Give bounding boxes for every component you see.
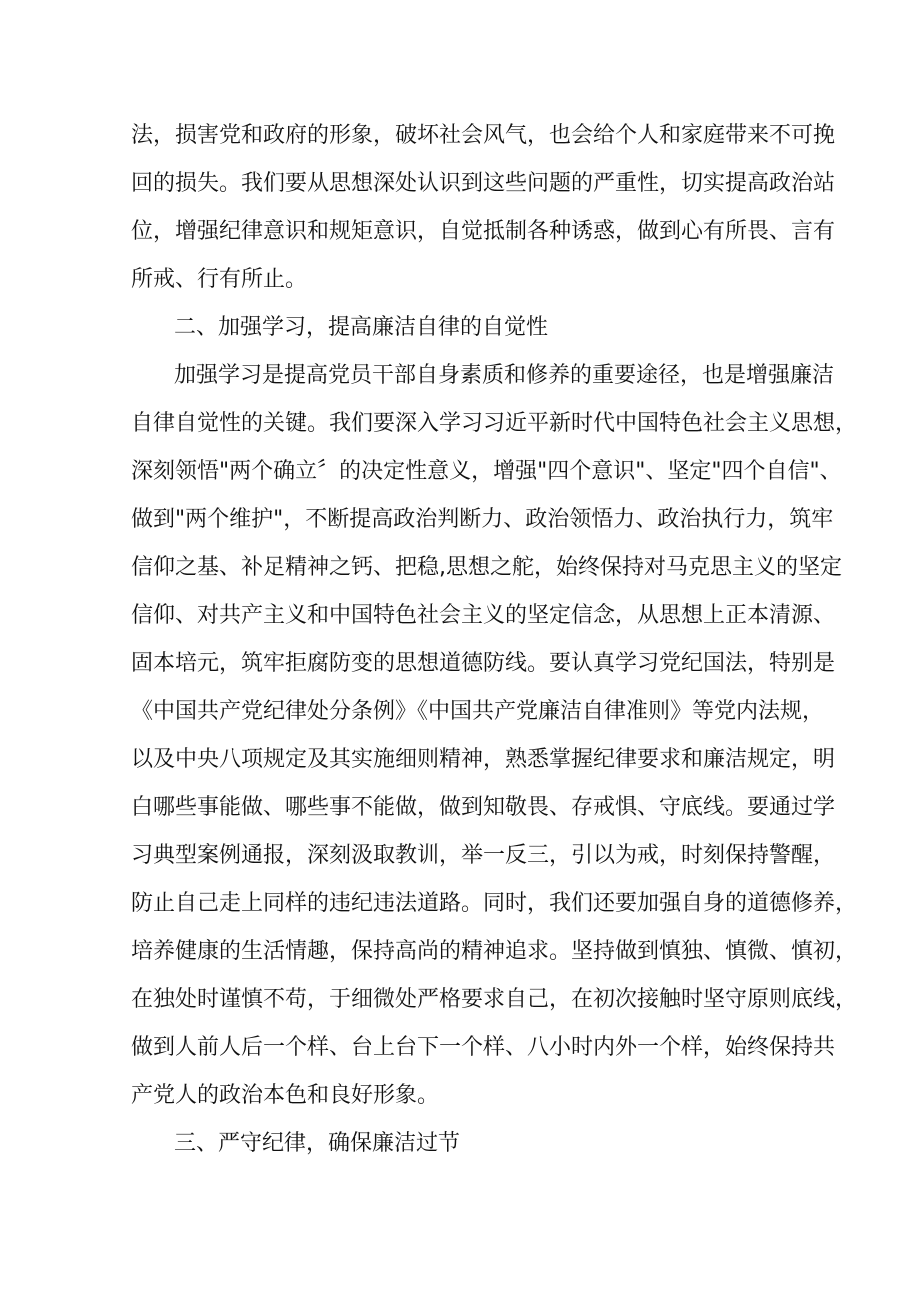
body-text-line: 《中国共产党纪律处分条例》《中国共产党廉洁自律准则》等党内法规， xyxy=(131,699,825,724)
body-text-line: 培养健康的生活情趣，保持高尚的精神追求。坚持做到慎独、慎微、慎初， xyxy=(131,939,858,964)
body-text-line: 固本培元，筑牢拒腐防变的思想道德防线。要认真学习党纪国法，特别是 xyxy=(131,651,836,676)
body-text-line: 信仰、对共产主义和中国特色社会主义的坚定信念，从思想上正本清源、 xyxy=(131,603,836,628)
body-text-line: 深刻领悟"两个确立〞的决定性意义，增强"四个意识"、坚定"四个自信"、 xyxy=(131,459,842,484)
body-text-line: 习典型案例通报，深刻汲取教训，举一反三，引以为戒，时刻保持警醒， xyxy=(131,843,836,868)
body-text-line: 位，增强纪律意识和规矩意识，自觉抵制各种诱惑，做到心有所畏、言有 xyxy=(131,219,836,244)
body-text-line: 在独处时谨慎不苟，于细微处严格要求自己，在初次接触时坚守原则底线， xyxy=(131,987,858,1012)
body-text-line: 做到"两个维护"，不断提高政治判断力、政治领悟力、政治执行力，筑牢 xyxy=(131,507,834,532)
body-text-line: 防止自己走上同样的违纪违法道路。同时，我们还要加强自身的道德修养， xyxy=(131,891,858,916)
body-text-line: 做到人前人后一个样、台上台下一个样、八小时内外一个样，始终保持共 xyxy=(131,1035,836,1060)
body-text-line: 白哪些事能做、哪些事不能做，做到知敬畏、存戒惧、守底线。要通过学 xyxy=(131,795,836,820)
body-text-line: 自律自觉性的关键。我们要深入学习习近平新时代中国特色社会主义思想， xyxy=(131,411,858,436)
body-text-line: 产党人的政治本色和良好形象。 xyxy=(131,1083,440,1108)
body-text-line: 加强学习是提高党员干部自身素质和修养的重要途径，也是增强廉洁 xyxy=(174,363,835,388)
body-text-line: 以及中央八项规定及其实施细则精神，熟悉掌握纪律要求和廉洁规定，明 xyxy=(131,747,836,772)
body-text-line: 信仰之基、补足精神之钙、把稳,思想之舵，始终保持对马克思主义的坚定 xyxy=(131,555,842,580)
section-heading: 二、加强学习，提高廉洁自律的自觉性 xyxy=(174,315,549,340)
body-text-line: 回的损失。我们要从思想深处认识到这些问题的严重性，切实提高政治站 xyxy=(131,171,836,196)
body-text-line: 所戒、行有所止。 xyxy=(131,267,308,292)
body-text-line: 法，损害党和政府的形象，破坏社会风气，也会给个人和家庭带来不可挽 xyxy=(131,123,836,148)
section-heading: 三、严守纪律，确保廉洁过节 xyxy=(174,1131,461,1156)
